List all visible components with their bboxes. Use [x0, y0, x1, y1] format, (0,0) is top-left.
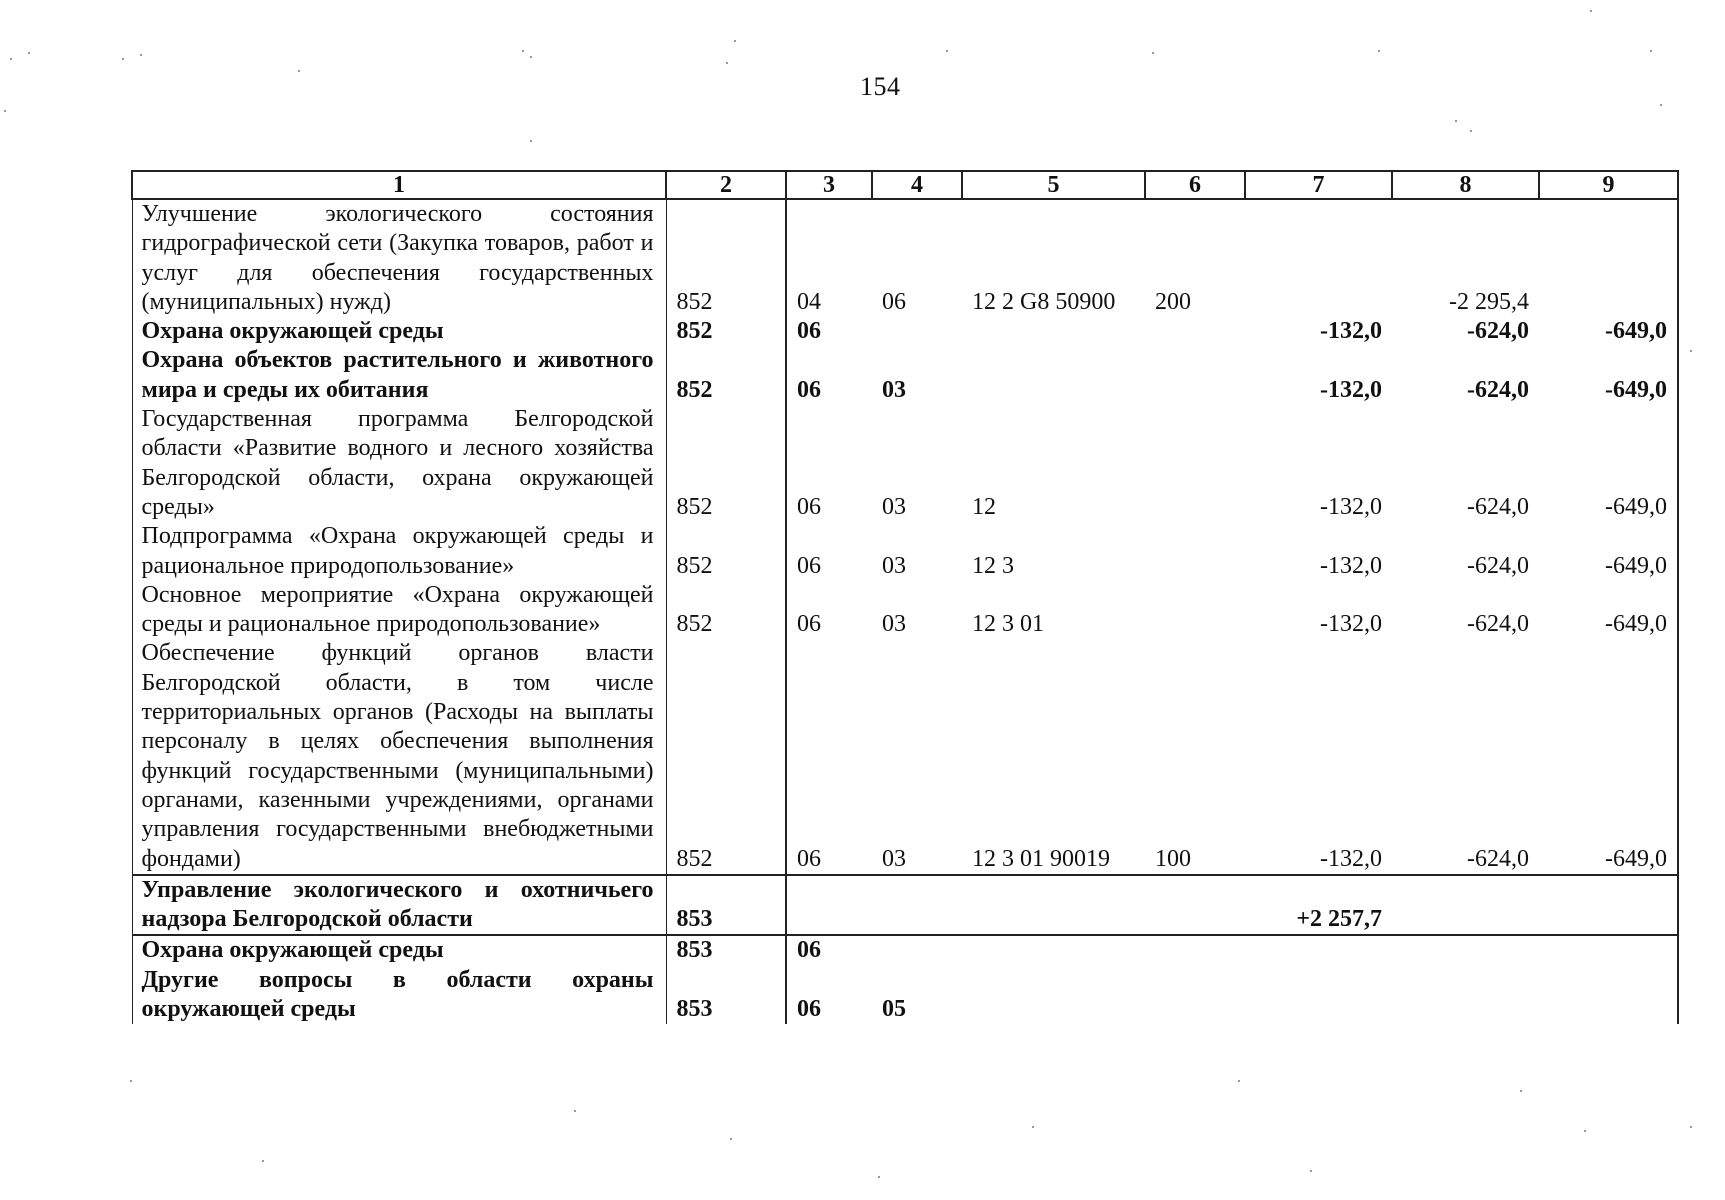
target-article-cell	[962, 346, 1145, 405]
subsection-cell: 05	[882, 996, 906, 1023]
amount-2019-cell	[1245, 935, 1392, 965]
amount-2019-cell	[1245, 199, 1392, 317]
amount-2019-cell: -132,0	[1320, 845, 1382, 872]
target-article-cell	[962, 317, 1145, 346]
department-code-cell: 852	[666, 639, 786, 874]
description-cell: Государственная программа Белгородской области «Развитие водного и лесного хозяйства Белгородской области, охрана окружающей среды»	[132, 405, 666, 522]
expense-type-cell	[1145, 317, 1245, 346]
department-code-cell: 852	[666, 405, 786, 522]
column-header: 2	[666, 171, 786, 199]
amount-2021-cell: -649,0	[1539, 639, 1678, 874]
expense-type-cell	[1145, 346, 1245, 405]
target-article-cell	[962, 935, 1145, 965]
table-row	[132, 581, 1678, 640]
amount-2019-cell: -132,0	[1320, 493, 1382, 520]
amount-2019-cell: +2 257,7	[1245, 875, 1392, 936]
subsection-cell	[872, 935, 962, 965]
amount-2020-cell: -624,0	[1467, 318, 1529, 345]
table-row	[132, 199, 1678, 317]
target-article-cell	[962, 966, 1145, 1025]
section-cell: 06	[797, 376, 821, 403]
section-cell: 06	[797, 493, 821, 520]
amount-2019-cell: -132,0	[1320, 376, 1382, 403]
department-code-cell: 853	[666, 875, 786, 936]
subsection-cell: 06	[882, 288, 906, 315]
section-cell: 06	[797, 996, 821, 1023]
section-cell: 06	[786, 935, 872, 965]
section-cell: 06	[797, 845, 821, 872]
subsection-cell: 03	[882, 611, 906, 638]
amount-2020-cell	[1392, 935, 1539, 965]
section-cell: 06	[797, 318, 821, 345]
expense-type-cell: 200	[1155, 288, 1191, 315]
subsection-cell: 03	[882, 376, 906, 403]
department-code-cell: 852	[666, 522, 786, 581]
amount-2019-cell	[1245, 966, 1392, 1025]
amount-2020-cell: -624,0	[1467, 611, 1529, 638]
table-row	[132, 317, 1678, 346]
amount-2020-cell	[1392, 966, 1539, 1025]
description-cell: Основное мероприятие «Охрана окружающей среды и рациональное природопользование»	[132, 581, 666, 640]
target-article-cell: 12 3	[972, 552, 1014, 579]
amount-2021-cell	[1539, 966, 1678, 1025]
department-code-cell: 852	[666, 581, 786, 640]
department-code-cell: 852	[666, 199, 786, 317]
table-header-row	[132, 171, 1678, 199]
section-cell: 06	[797, 552, 821, 579]
description-cell: Управление экологического и охотничьего надзора Белгородской области	[132, 875, 666, 936]
amount-2021-cell	[1539, 875, 1678, 936]
column-header: 5	[962, 171, 1145, 199]
table-row	[132, 966, 1678, 1025]
department-code-cell: 853	[666, 966, 786, 1025]
section-cell	[786, 875, 872, 936]
column-header: 6	[1145, 171, 1245, 199]
expense-type-cell	[1145, 522, 1245, 581]
amount-2020-cell: -624,0	[1467, 845, 1529, 872]
target-article-cell: 12 3 01	[972, 611, 1044, 638]
amount-2021-cell: -649,0	[1539, 317, 1678, 346]
table-row	[132, 522, 1678, 581]
target-article-cell: 12 2 G8 50900	[972, 288, 1116, 315]
table-body	[132, 199, 1678, 1024]
description-cell: Охрана окружающей среды	[132, 935, 666, 965]
table-row	[132, 935, 1678, 965]
amount-2019-cell: -132,0	[1320, 318, 1382, 345]
subsection-cell	[872, 317, 962, 346]
amount-2020-cell: -624,0	[1467, 552, 1529, 579]
column-header: 1	[132, 171, 666, 199]
amount-2021-cell: -649,0	[1539, 581, 1678, 640]
department-code-cell: 853	[666, 935, 786, 965]
amount-2019-cell: -132,0	[1320, 611, 1382, 638]
subsection-cell	[872, 875, 962, 936]
amount-2021-cell	[1539, 199, 1678, 317]
amount-2020-cell: -624,0	[1467, 493, 1529, 520]
expense-type-cell	[1145, 405, 1245, 522]
expense-type-cell	[1145, 935, 1245, 965]
page-number: 154	[860, 72, 901, 101]
description-cell: Другие вопросы в области охраны окружающей среды	[132, 966, 666, 1025]
table-row	[132, 346, 1678, 405]
amount-2021-cell: -649,0	[1539, 405, 1678, 522]
expense-type-cell: 100	[1155, 845, 1191, 872]
amount-2020-cell: -2 295,4	[1449, 288, 1529, 315]
amount-2021-cell	[1539, 935, 1678, 965]
column-header: 9	[1539, 171, 1678, 199]
description-cell: Охрана объектов растительного и животного мира и среды их обитания	[132, 346, 666, 405]
subsection-cell: 03	[882, 493, 906, 520]
table-row	[132, 405, 1678, 522]
amount-2020-cell	[1392, 875, 1539, 936]
description-cell: Улучшение экологического состояния гидрографической сети (Закупка товаров, работ и услуг для обеспечения государственных (муниципальных) нужд)	[132, 199, 666, 317]
section-cell: 04	[797, 288, 821, 315]
target-article-cell	[962, 875, 1145, 936]
column-header: 4	[872, 171, 962, 199]
expense-type-cell	[1145, 581, 1245, 640]
column-header: 3	[786, 171, 872, 199]
amount-2020-cell: -624,0	[1467, 376, 1529, 403]
table-row	[132, 875, 1678, 936]
description-cell: Обеспечение функций органов власти Белгородской области, в том числе территориальных органов (Расходы на выплаты персоналу в целях обеспечения выполнения функций государственными (муниципальными) органами, казенными учреждениями, органами управления государственными внебюджетными фондами)	[132, 639, 666, 874]
expense-type-cell	[1145, 966, 1245, 1025]
budget-table	[131, 170, 1679, 1024]
subsection-cell: 03	[882, 845, 906, 872]
target-article-cell: 12	[972, 493, 996, 520]
subsection-cell: 03	[882, 552, 906, 579]
expense-type-cell	[1145, 875, 1245, 936]
amount-2021-cell: -649,0	[1539, 522, 1678, 581]
column-header: 8	[1392, 171, 1539, 199]
department-code-cell: 852	[666, 317, 786, 346]
department-code-cell: 852	[666, 346, 786, 405]
column-header: 7	[1245, 171, 1392, 199]
amount-2021-cell: -649,0	[1539, 346, 1678, 405]
description-cell: Охрана окружающей среды	[132, 317, 666, 346]
table-row	[132, 639, 1678, 874]
description-cell: Подпрограмма «Охрана окружающей среды и рациональное природопользование»	[132, 522, 666, 581]
amount-2019-cell: -132,0	[1320, 552, 1382, 579]
section-cell: 06	[797, 611, 821, 638]
target-article-cell: 12 3 01 90019	[972, 845, 1110, 872]
